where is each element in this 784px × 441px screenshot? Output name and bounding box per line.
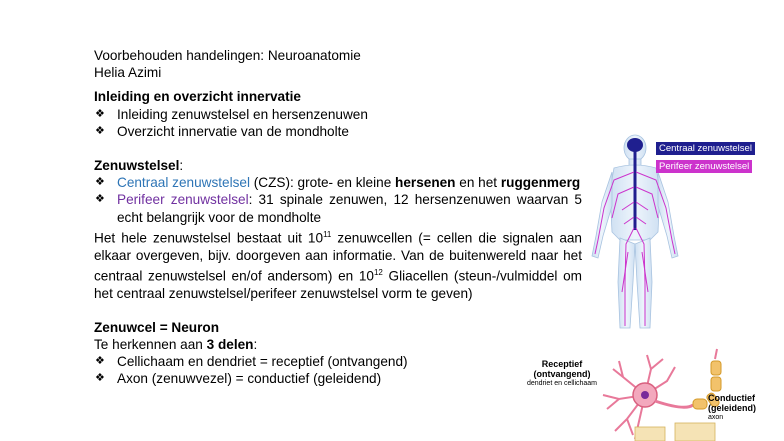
bullet-icon: ❖ — [95, 107, 105, 120]
neuron-intro: Te herkennen aan 3 delen: — [94, 336, 258, 352]
receptive-label: Receptief (ontvangend) dendriet en cellichaam — [526, 359, 598, 387]
list-item — [94, 123, 582, 140]
intro-heading: Inleiding en overzicht innervatie — [94, 89, 301, 105]
document-text — [94, 47, 582, 388]
nucleus — [641, 391, 649, 399]
neuron-heading: Zenuwcel = Neuron — [94, 319, 220, 335]
list-item-text: Inleiding zenuwstelsel en hersenzenuwen — [117, 106, 368, 122]
bullet-icon: ❖ — [95, 193, 105, 206]
bullet-icon: ❖ — [95, 176, 105, 189]
list-item — [94, 106, 582, 123]
author-name: Helia Azimi — [94, 65, 162, 81]
list-item-text: Cellichaam en dendriet = receptief (ontvangend) — [117, 354, 408, 370]
list-item — [94, 353, 582, 370]
nervous-system-heading: Zenuwstelsel: — [94, 158, 184, 174]
cns-label: Centraal zenuwstelsel — [656, 142, 755, 155]
bullet-icon: ❖ — [95, 372, 105, 385]
pns-label: Perifeer zenuwstelsel — [656, 160, 752, 173]
nervous-system-paragraph: Het hele zenuwstelsel bestaat uit $10^{11}$ zenuwcellen (= cellen die signalen aan elkaar overgeven, bijv. doorgeven aan informatie. Van de buitenwereld naar het centraal zenuwstelsel en/of andersom) en $10^{12}$ Gliacellen (steun-/vulmiddel om het centraal zenuwstelsel/perifeer zenuwstelsel vorm te geven) — [94, 229, 582, 301]
list-item-text: Overzicht innervatie van de mondholte — [117, 123, 349, 139]
list-item-text: Axon (zenuwvezel) = conductief (geleidend) — [117, 371, 382, 387]
pns-term: Perifeer zenuwstelsel — [117, 192, 249, 208]
document-title: Voorbehouden handelingen: Neuroanatomie — [94, 48, 361, 63]
bullet-icon: ❖ — [95, 124, 105, 137]
bullet-icon: ❖ — [95, 355, 105, 368]
list-item-pns: ❖ Perifeer zenuwstelsel: 31 spinale zenuwen, 12 hersenzenuwen waarvan 5 echt belangrijk voor de mondholte — [95, 192, 582, 225]
list-item — [94, 370, 582, 387]
list-item-cns: ❖ Centraal zenuwstelsel (CZS): grote- en kleine hersenen en het ruggenmerg — [95, 175, 581, 191]
conductive-label: Conductief (geleidend) axon — [708, 393, 757, 421]
cns-term: Centraal zenuwstelsel — [117, 175, 250, 191]
